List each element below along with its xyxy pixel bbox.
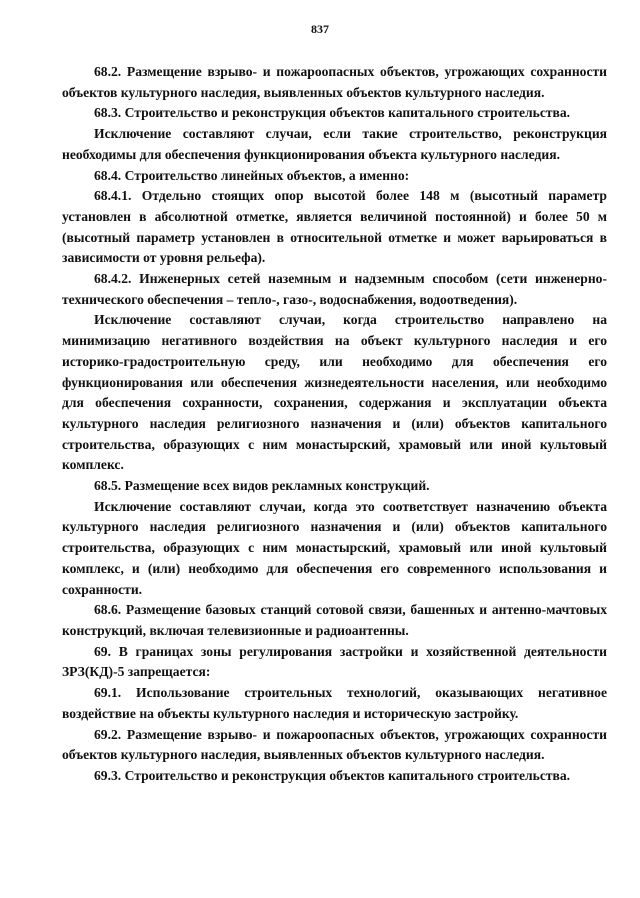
paragraph-68-4-1: 68.4.1. Отдельно стоящих опор высотой более 148 м (высотный параметр установлен в абсолютной отметке, является величиной постоянной) и более 50 м (высотный параметр установлен в относительной отметке и может варьироваться в зависимости от уровня рельефа).: [62, 188, 607, 266]
paragraph-69-3: 69.3. Строительство и реконструкция объектов капитального строительства.: [94, 767, 571, 783]
paragraph-68-5-exception: Исключение составляют случаи, когда это соответствует назначению объекта культурного наследия религиозного назначения и (или) объектов капитального строительства, образующих с ним монастырский, храмовый или иной культовый комплекс, и (или) необходимо для обеспечения его современного использования и сохранности.: [62, 498, 607, 597]
paragraph-68-3: 68.3. Строительство и реконструкция объектов капитального строительства.: [94, 105, 571, 121]
paragraph-69-1: 69.1. Использование строительных технологий, оказывающих негативное воздействие на объекты культурного наследия и историческую застройку.: [62, 685, 607, 721]
document-body: [62, 62, 607, 787]
paragraph-69-2: 69.2. Размещение взрыво- и пожароопасных объектов, угрожающих сохранности объектов культурного наследия, выявленных объектов культурного наследия.: [62, 726, 607, 763]
paragraph-68-3-exception: Исключение составляют случаи, если такие строительство, реконструкция необходимы для обеспечения функционирования объекта культурного наследия.: [62, 126, 607, 162]
paragraph-68-5: 68.5. Размещение всех видов рекламных конструкций.: [94, 478, 430, 494]
paragraph-69: 69. В границах зоны регулирования застройки и хозяйственной деятельности ЗРЗ(КД)-5 запрещается:: [62, 643, 607, 680]
paragraph-68-4-exception: Исключение составляют случаи, когда строительство направлено на минимизацию негативного воздействия на объект культурного наследия и его историко-градостроительную среду, или необходимо для обеспечения его функционирования или обеспечения жизнедеятельности населения, или необходимо для обеспечения сохранности, сохранения, содержания и эксплуатации объекта культурного наследия религиозного назначения и (или) объектов капитального строительства, образующих с ним монастырский, храмовый или иной культовый комплекс.: [62, 312, 607, 473]
paragraph-68-4-2: 68.4.2. Инженерных сетей наземным и надземным способом (сети инженерно-технического обеспечения – тепло-, газо-, водоснабжения, водоотведения).: [62, 271, 607, 307]
paragraph-68-4: 68.4. Строительство линейных объектов, а именно:: [94, 167, 410, 183]
page-number: 837: [311, 22, 329, 36]
paragraph-68-2: 68.2. Размещение взрыво- и пожароопасных объектов, угрожающих сохранности объектов культурного наследия, выявленных объектов культурного наследия.: [62, 64, 607, 100]
paragraph-68-6: 68.6. Размещение базовых станций сотовой связи, башенных и антенно-мачтовых конструкций, включая телевизионные и радиоантенны.: [62, 602, 607, 638]
